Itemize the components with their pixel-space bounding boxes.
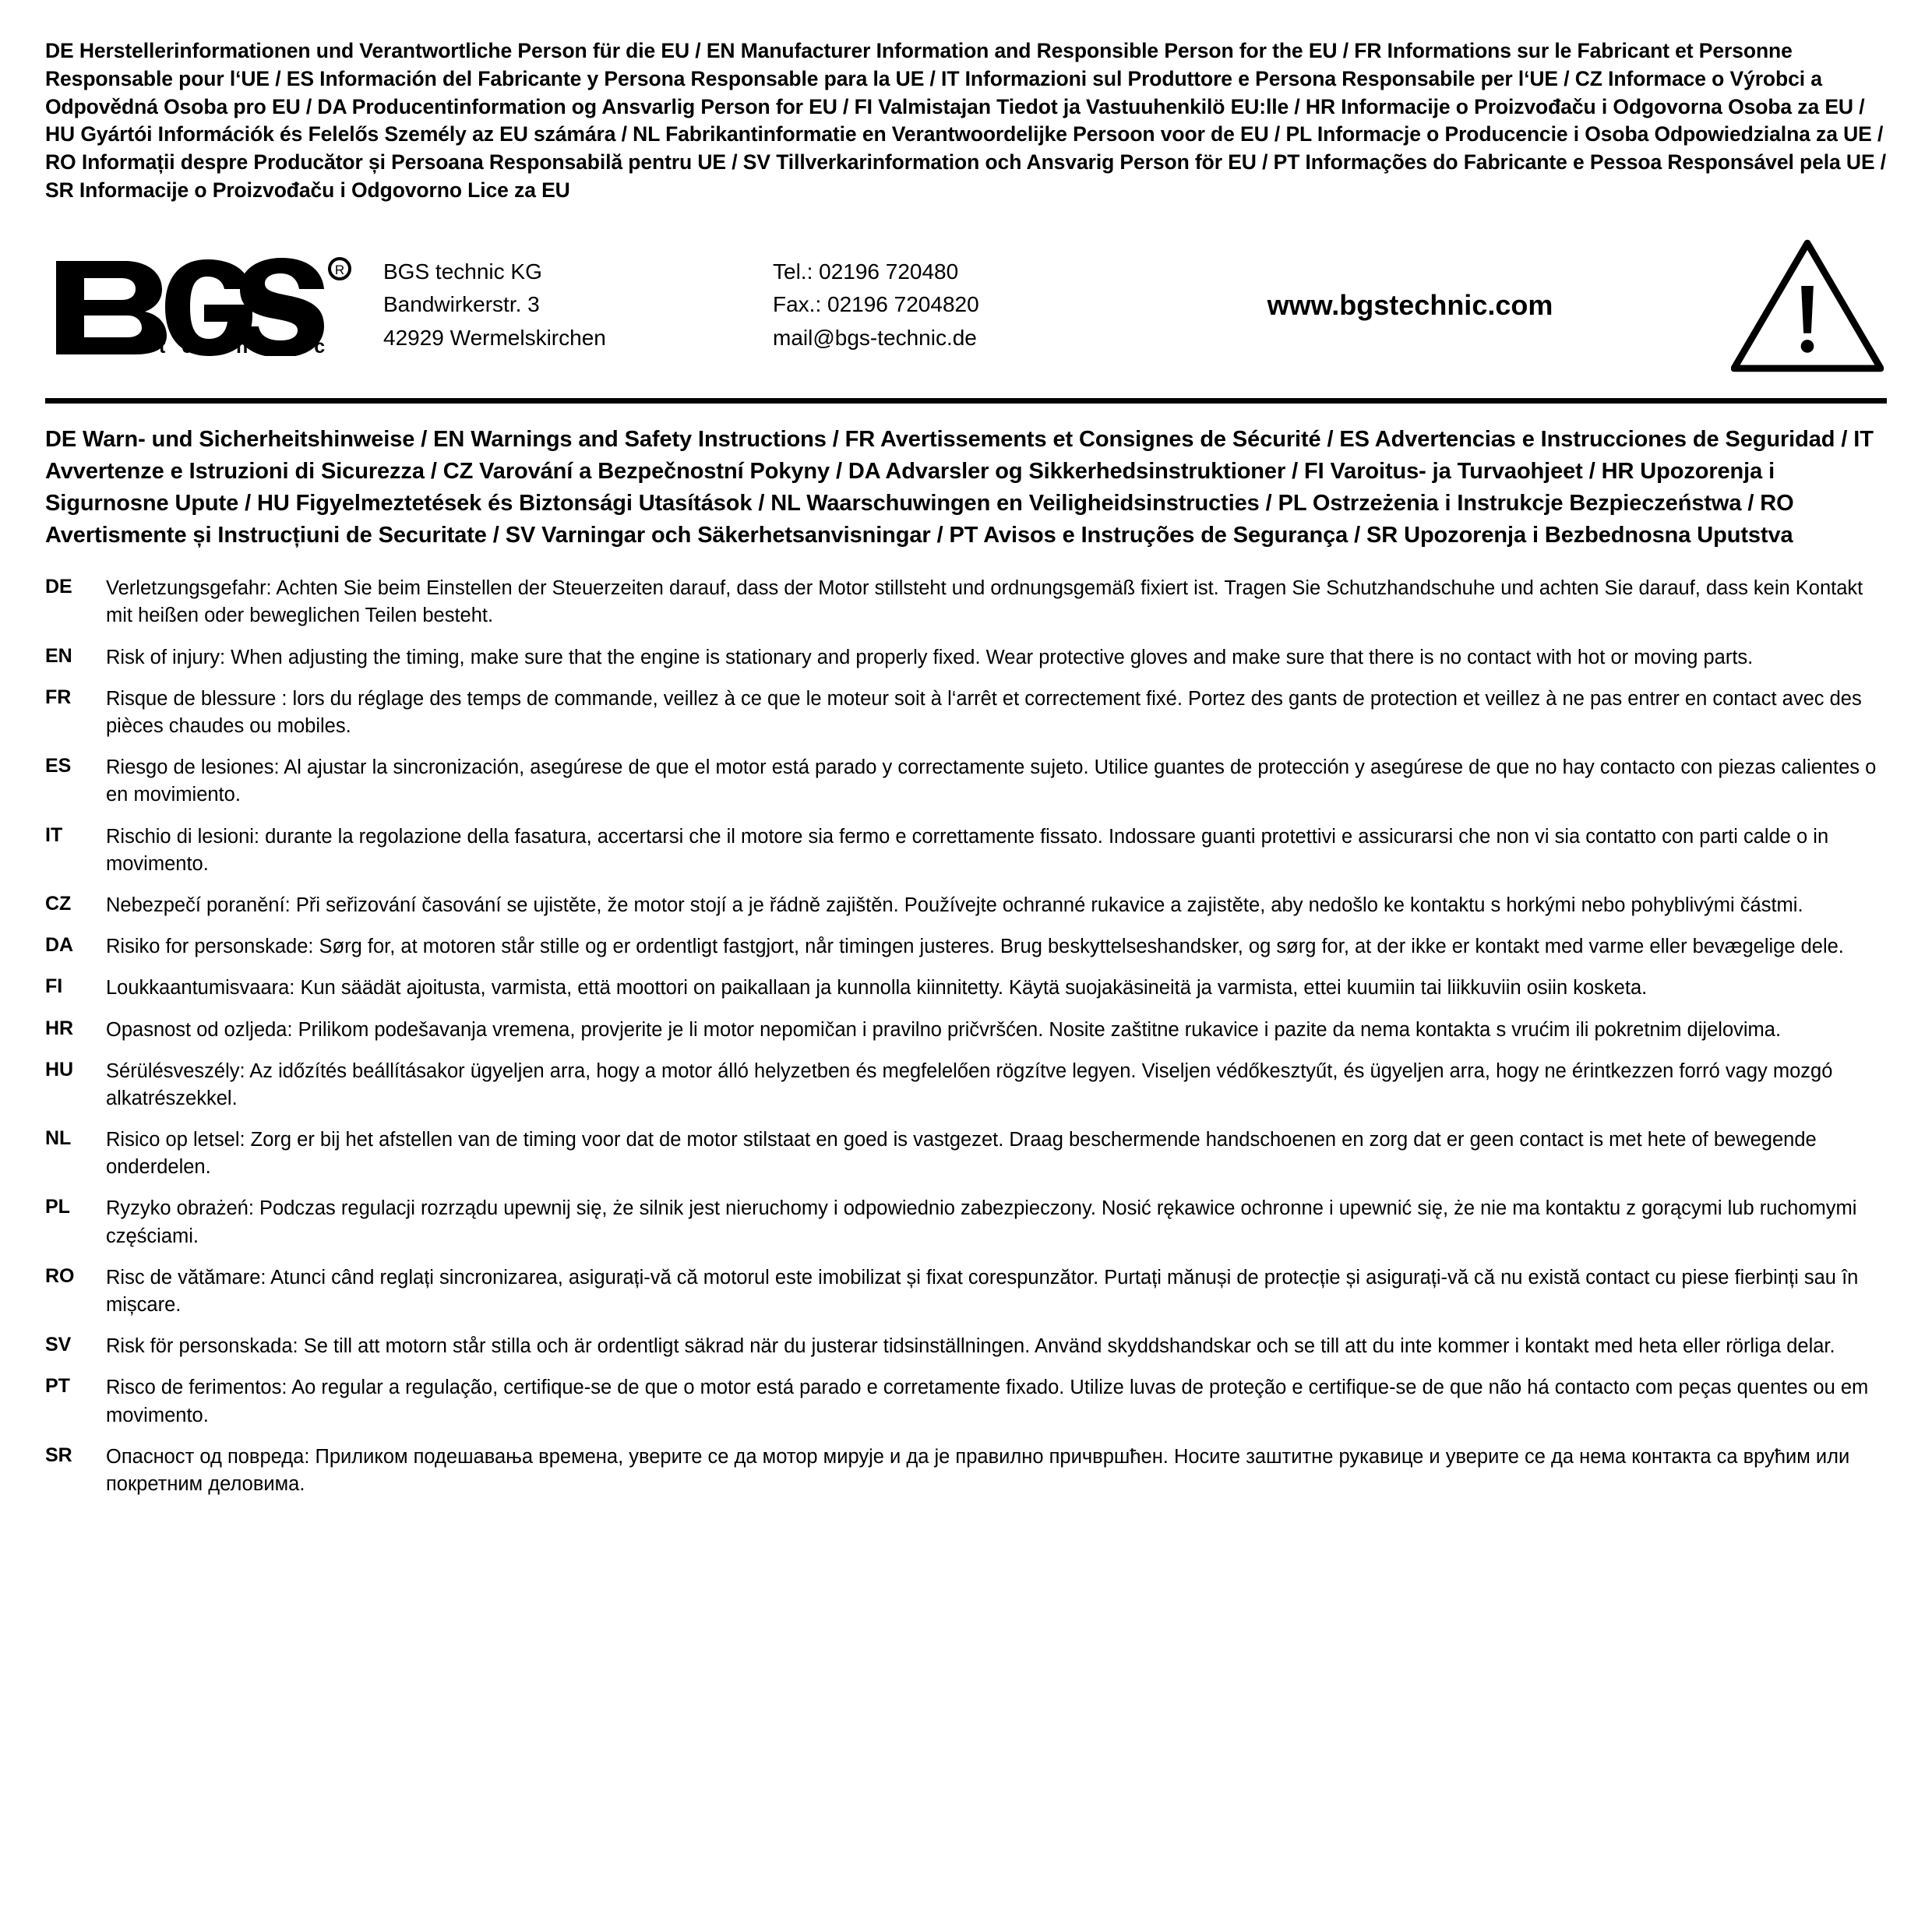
lang-text: Riesgo de lesiones: Al ajustar la sincronización, asegúrese de que el motor está parado y correctamente sujeto. Utilice guantes de protección y asegúrese de que no hay contacto con piezas calientes o en movimiento.: [106, 756, 1877, 806]
lang-code: RO: [45, 1264, 75, 1287]
lang-text: Verletzungsgefahr: Achten Sie beim Einstellen der Steuerzeiten darauf, dass der Motor stillsteht und ordnungsgemäß fixiert ist. Tragen Sie Schutzhandschuhe und achten Sie darauf, dass kein Kontakt mit heißen oder beweglichen Teilen besteht.: [106, 577, 1863, 627]
bgs-logo: [45, 255, 377, 356]
lang-code: DE: [45, 576, 72, 598]
lang-code: PT: [45, 1375, 70, 1398]
company-email[interactable]: mail@bgs-technic.de: [773, 325, 977, 350]
list-item: [45, 1264, 1887, 1319]
company-street: Bandwirkerstr. 3: [383, 292, 540, 317]
list-item: [45, 575, 1887, 629]
lang-code: ES: [45, 755, 72, 777]
lang-text: Risque de blessure : lors du réglage des temps de commande, veillez à ce que le moteur soit à l‘arrêt et correctement fixé. Portez des gants de protection et veillez à ne pas entrer en contact avec des pièces chaudes ou mobiles.: [106, 687, 1862, 738]
lang-text: Risk för personskada: Se till att motorn står stilla och är ordentligt säkrad när du justerar tidsinställningen. Använd skyddshandskar och se till att du inte kommer i kontakt med heta eller rörliga delar.: [106, 1335, 1835, 1358]
list-item: [45, 1444, 1887, 1498]
lang-text: Loukkaantumisvaara: Kun säädät ajoitusta, varmista, että moottori on paikallaan ja kunnolla kiinnitetty. Käytä suojakäsineitä ja varmista, ettei kuumiin tai liikkuviin osiin kosketa.: [106, 977, 1648, 999]
list-item: [45, 1126, 1887, 1181]
warnings-heading: DE Warn- und Sicherheitshinweise / EN Warnings and Safety Instructions / FR Avertissements et Consignes de Sécurité / ES Advertencias e Instrucciones de Seguridad / IT Avvertenze e Istruzioni di Sicurezza / CZ Varování a Bezpečnostní Pokyny / DA Advarsler og Sikkerhedsinstruktioner / FI Varoitus- ja Turvaohjeet / HR Upozorenja i Sigurnosne Upute / HU Figyelmeztetések és Biztonsági Utasítások / NL Waarschuwingen en Veiligheidsinstructies / PL Ostrzeżenia i Instrukcje Bezpieczeństwa / RO Avertismente și Instrucțiuni de Securitate / SV Varningar och Säkerhetsanvisningar / PT Avisos e Instruções de Segurança / SR Upozorenja i Bezbednosna Uputstva: [45, 426, 1874, 548]
lang-text: Nebezpečí poranění: Při seřizování časování se ujistěte, že motor stojí a je řádně zajištěn. Používejte ochranné rukavice a zajistěte, aby nedošlo ke kontaktu s horkými nebo pohyblivými částmi.: [106, 894, 1803, 916]
lang-code: NL: [45, 1127, 72, 1150]
lang-text: Опасност од повреда: Приликом подешавања времена, уверите се да мотор мирује и да је правилно причвршћен. Носите заштитне рукавице и уверите се да нема контакта са врућим или покретним деловима.: [106, 1445, 1850, 1495]
list-item: [45, 644, 1887, 672]
list-item: [45, 754, 1887, 809]
list-item: [45, 823, 1887, 878]
list-item: [45, 1195, 1887, 1250]
lang-code: FI: [45, 975, 63, 998]
svg-text:t e c h n i c: t e c h n i c: [159, 335, 331, 356]
bgs-logo-mark: [50, 255, 361, 356]
lang-text: Ryzyko obrażeń: Podczas regulacji rozrządu upewnij się, że silnik jest nieruchomy i odpowiednio zabezpieczony. Nosić rękawice ochronne i upewnić się, że nie ma kontaktu z gorącymi lub ruchomymi częściami.: [106, 1197, 1857, 1247]
lang-code: DA: [45, 934, 74, 957]
company-address: [377, 256, 773, 355]
lang-code: CZ: [45, 892, 72, 915]
lang-code: SR: [45, 1444, 72, 1466]
lang-text: Risc de vătămare: Atunci când reglați sincronizarea, asigurați-vă că motorul este imobilizat și fixat corespunzător. Purtați mănuși de protecție și asigurați-vă că nu există contact cu piese fierbinți sau în mișcare.: [106, 1266, 1859, 1317]
company-website[interactable]: www.bgstechnic.com: [1267, 288, 1553, 321]
list-item: [45, 1333, 1887, 1360]
lang-text: Rischio di lesioni: durante la regolazione della fasatura, accertarsi che il motore sia fermo e correttamente fissato. Indossare guanti protettivi e assicurarsi che non vi sia contatto con parti calde o in movimento.: [106, 825, 1829, 875]
manufacturer-block: [45, 219, 1887, 404]
lang-code: IT: [45, 823, 63, 846]
lang-text: Opasnost od ozljeda: Prilikom podešavanja vremena, provjerite je li motor nepomičan i pravilno pričvršćen. Nosite zaštitne rukavice i pazite da nema kontakta s vrućim ili pokretnim dijelovima.: [106, 1018, 1782, 1041]
list-item: [45, 975, 1887, 1002]
lang-code: HR: [45, 1017, 74, 1039]
list-item: [45, 686, 1887, 740]
lang-code: FR: [45, 686, 72, 708]
lang-code: EN: [45, 644, 72, 667]
warnings-list: [45, 575, 1887, 1498]
lang-text: Risico op letsel: Zorg er bij het afstellen van de timing voor dat de motor stilstaat en goed is vastgezet. Draag beschermende handschoenen en zorg dat er geen contact is met hete of bewegende onderdelen.: [106, 1129, 1817, 1179]
lang-text: Risco de ferimentos: Ao regular a regulação, certifique-se de que o motor está parado e corretamente fixado. Utilize luvas de proteção e certifique-se de que não há contacto com peças quentes ou em movimento.: [106, 1377, 1869, 1426]
company-name: BGS technic KG: [383, 259, 542, 284]
lang-code: HU: [45, 1058, 74, 1081]
warning-triangle-icon: [1705, 238, 1887, 372]
company-fax: Fax.: 02196 7204820: [773, 292, 979, 317]
list-item: [45, 933, 1887, 961]
list-item: [45, 1374, 1887, 1429]
list-item: [45, 1058, 1887, 1112]
company-city: 42929 Wermelskirchen: [383, 325, 606, 350]
multilingual-header-title: DE Herstellerinformationen und Verantwortliche Person für die EU / EN Manufacturer Information and Responsible Person for the EU / FR Informations sur le Fabricant et Personne Responsable pour l‘UE / ES Información del Fabricante y Persona Responsable para la UE / IT Informazioni sul Produttore e Persona Responsabile per l‘UE / CZ Informace o Výrobci a Odpovědná Osoba pro EU / DA Producentinformation og Ansvarlig Person for EU / FI Valmistajan Tiedot ja Vastuuhenkilö EU:lle / HR Informacije o Proizvođaču i Odgovorna Osoba za EU / HU Gyártói Információk és Felelős Személy az EU számára / NL Fabrikantinformatie en Verantwoordelijke Persoon voor de EU / PL Informacje o Producencie i Osoba Odpowiedzialna za UE / RO Informații despre Producător și Persoana Responsabilă pentru UE / SV Tillverkarinformation och Ansvarig Person för EU / PT Informações do Fabricante e Pessoa Responsável pela UE / SR Informacije o Proizvođaču i Odgovorno Lice za EU: [45, 39, 1887, 202]
lang-text: Risk of injury: When adjusting the timing, make sure that the engine is stationary and properly fixed. Wear protective gloves and make sure that there is no contact with hot or moving parts.: [106, 646, 1754, 668]
lang-code: SV: [45, 1334, 72, 1356]
lang-text: Risiko for personskade: Sørg for, at motoren står stille og er ordentligt fastgjort, når timingen justeres. Brug beskyttelseshandsker, og sørg for, at der ikke er kontakt med varme eller bevægelige dele.: [106, 936, 1844, 958]
list-item: [45, 1017, 1887, 1044]
company-contact: [773, 256, 1139, 355]
lang-text: Sérülésveszély: Az időzítés beállításakor ügyeljen arra, hogy a motor álló helyzetben és megfelelően rögzítve legyen. Viseljen védőkesztyűt, és ügyeljen arra, hogy ne érintkezzen forró vagy mozgó alkatrészekkel.: [106, 1059, 1833, 1109]
lang-code: PL: [45, 1196, 70, 1218]
list-item: [45, 892, 1887, 919]
company-phone: Tel.: 02196 720480: [773, 259, 959, 284]
svg-text:R: R: [334, 262, 345, 277]
